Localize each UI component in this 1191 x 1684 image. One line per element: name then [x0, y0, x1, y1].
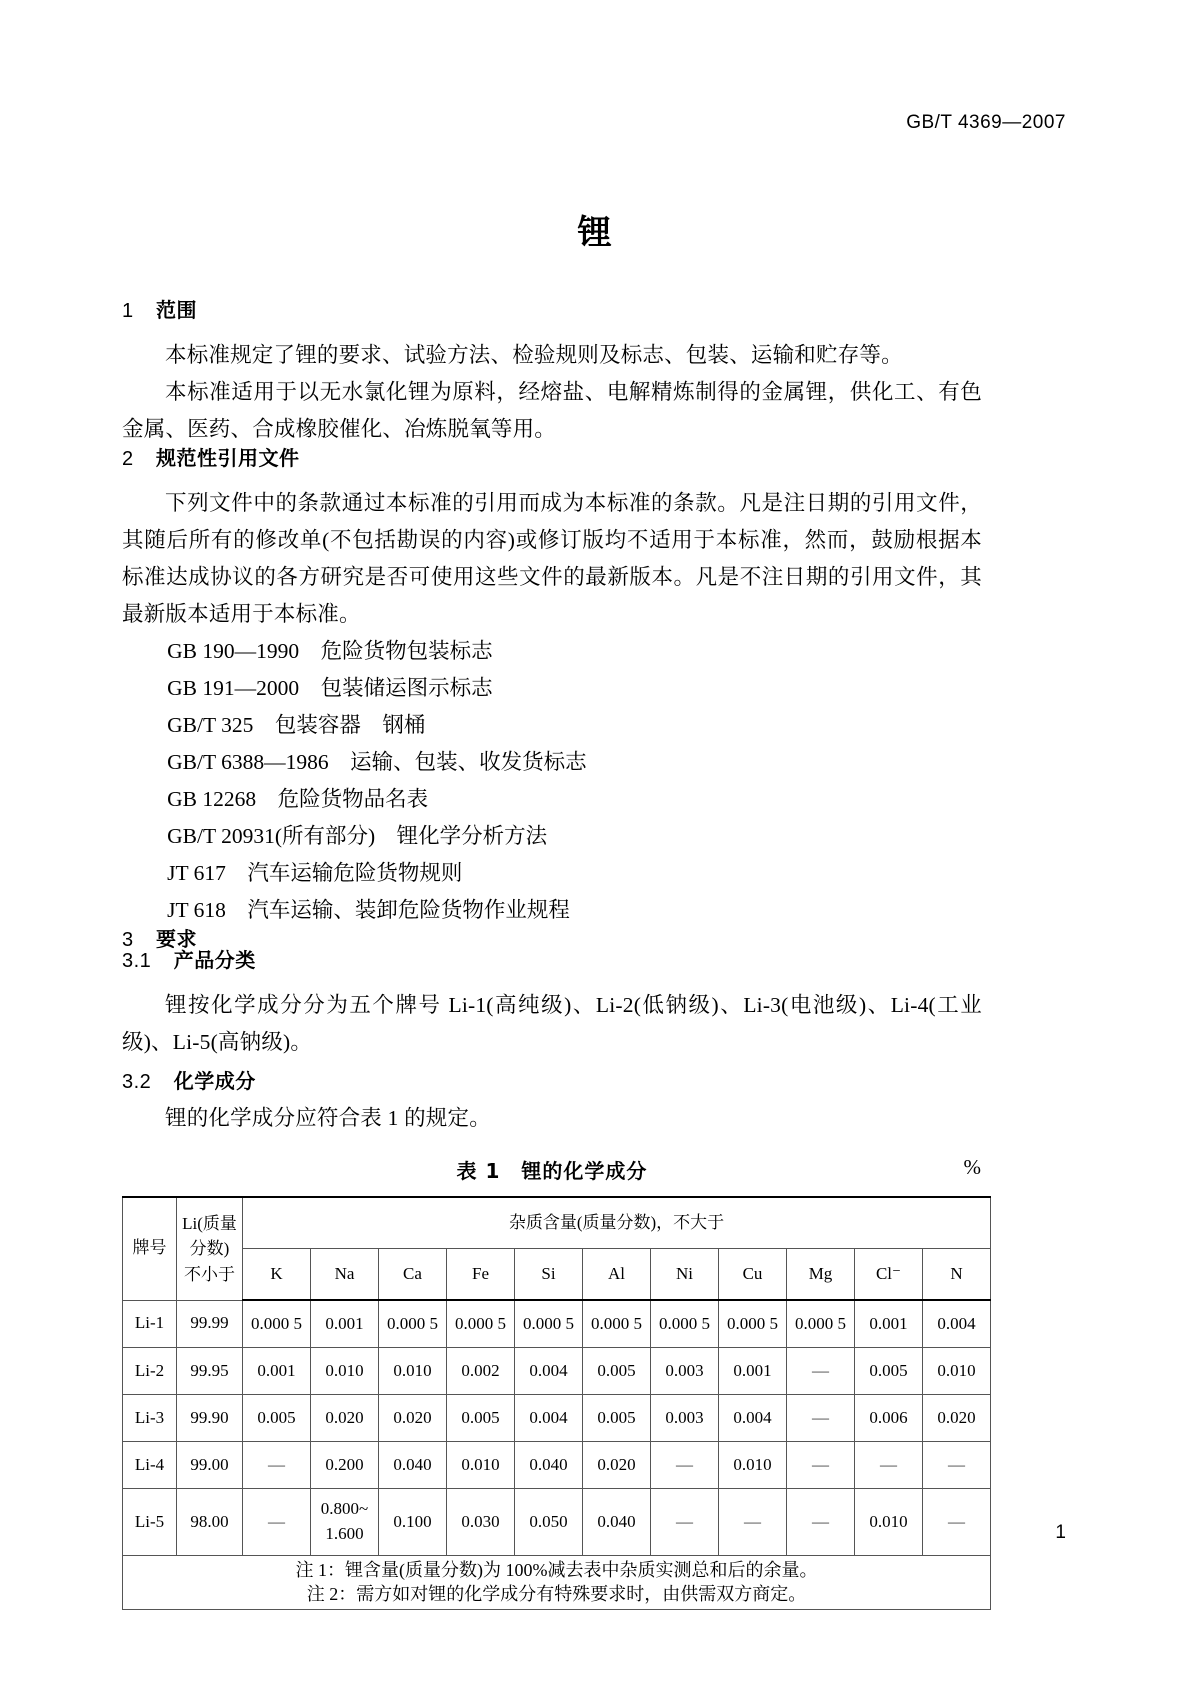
column-header-Na: Na [311, 1249, 379, 1301]
cell-Na: 0.001 [311, 1300, 379, 1348]
table-row [123, 1300, 991, 1348]
li-header-line-3: 不小于 [184, 1264, 235, 1284]
normative-reference-list [122, 633, 982, 929]
cell-Cl: 0.010 [855, 1489, 923, 1556]
column-header-N: N [923, 1249, 991, 1301]
cell-Ni: 0.003 [651, 1395, 719, 1442]
column-header-li-content [177, 1197, 243, 1300]
cell-Ni: — [651, 1442, 719, 1489]
cell-Ca: 0.020 [379, 1395, 447, 1442]
page-number: 1 [1055, 1522, 1066, 1543]
li-header-line-2: 分数) [189, 1239, 230, 1258]
section-heading-2 [122, 448, 982, 469]
table-unit-label: % [963, 1155, 982, 1179]
page-title: 锂 [577, 213, 614, 253]
section-heading-3 [122, 929, 982, 950]
list-item [122, 633, 982, 670]
cell-Na: 0.200 [311, 1442, 379, 1489]
cell-Fe: 0.030 [447, 1489, 515, 1556]
cell-K: 0.001 [243, 1348, 311, 1395]
chemical-composition-table [122, 1196, 991, 1610]
cell-Si: 0.004 [515, 1348, 583, 1395]
reference-name: 包装储运图示标志 [320, 676, 493, 700]
column-header-Cu: Cu [719, 1249, 787, 1301]
section-title-1: 范围 [156, 298, 198, 322]
reference-code: JT 618 [167, 898, 226, 922]
cell-Cu: 0.010 [719, 1442, 787, 1489]
section-heading-3-1 [122, 950, 982, 971]
standard-code: GB/T 4369—2007 [906, 112, 1066, 133]
section-title-3-2: 化学成分 [173, 1069, 256, 1093]
li-header-line-1: Li(质量 [182, 1213, 237, 1233]
section-number-3: 3 [122, 929, 134, 951]
cell-K: 0.000 5 [243, 1300, 311, 1348]
reference-code: GB/T 20931(所有部分) [167, 824, 376, 848]
section-title-2: 规范性引用文件 [156, 446, 300, 470]
na-range-low: 0.800~ [320, 1499, 369, 1519]
cell-Ni: 0.000 5 [651, 1300, 719, 1348]
section32-paragraph-1: 锂的化学成分应符合表 1 的规定。 [165, 1106, 491, 1130]
section-number-2: 2 [122, 448, 134, 470]
cell-Ni: — [651, 1489, 719, 1556]
cell-Fe: 0.000 5 [447, 1300, 515, 1348]
cell-Si: 0.050 [515, 1489, 583, 1556]
cell-Cl: — [855, 1442, 923, 1489]
cell-Al: 0.040 [583, 1489, 651, 1556]
table-header-row-1 [123, 1197, 991, 1249]
cell-K: 0.005 [243, 1395, 311, 1442]
cell-N: 0.004 [923, 1300, 991, 1348]
cell-K: — [243, 1442, 311, 1489]
section1-paragraph-1: 本标准规定了锂的要求、试验方法、检验规则及标志、包装、运输和贮存等。 [165, 343, 903, 367]
cell-Si: 0.000 5 [515, 1300, 583, 1348]
column-header-Ni: Ni [651, 1249, 719, 1301]
cell-grade: Li-4 [123, 1442, 177, 1489]
cell-li: 99.00 [177, 1442, 243, 1489]
list-item [122, 855, 982, 892]
cell-Cu: 0.000 5 [719, 1300, 787, 1348]
section-heading-1 [122, 300, 982, 321]
cell-Cl: 0.005 [855, 1348, 923, 1395]
cell-Al: 0.005 [583, 1348, 651, 1395]
table-caption [122, 1155, 982, 1184]
table-row [123, 1489, 991, 1556]
cell-Mg: — [787, 1348, 855, 1395]
cell-Al: 0.020 [583, 1442, 651, 1489]
section-number-3-1: 3.1 [122, 950, 152, 972]
reference-code: GB/T 6388—1986 [167, 750, 329, 774]
cell-K: — [243, 1489, 311, 1556]
reference-name: 汽车运输危险货物规则 [247, 861, 463, 885]
list-item [122, 744, 982, 781]
cell-Si: 0.004 [515, 1395, 583, 1442]
table-note-1: 注 1：锂含量(质量分数)为 100%减去表中杂质实测总和后的余量。 [295, 1560, 818, 1580]
cell-Al: 0.000 5 [583, 1300, 651, 1348]
reference-code: GB/T 325 [167, 713, 254, 737]
section-title-3: 要求 [156, 927, 198, 951]
cell-N: 0.020 [923, 1395, 991, 1442]
cell-Mg: — [787, 1395, 855, 1442]
cell-Fe: 0.005 [447, 1395, 515, 1442]
table-note-2: 注 2：需方如对锂的化学成分有特殊要求时，由供需双方商定。 [306, 1584, 807, 1605]
cell-grade: Li-1 [123, 1300, 177, 1348]
na-range-high: 1.600 [325, 1524, 364, 1543]
table-notes [123, 1556, 991, 1610]
table-notes-row [123, 1556, 991, 1610]
cell-Cl: 0.006 [855, 1395, 923, 1442]
running-header [906, 112, 1066, 134]
reference-name: 危险货物品名表 [277, 787, 429, 811]
column-header-Cl: Cl⁻ [855, 1249, 923, 1301]
cell-Na: 0.010 [311, 1348, 379, 1395]
cell-Si: 0.040 [515, 1442, 583, 1489]
list-item [122, 892, 982, 929]
reference-name: 包装容器 钢桶 [274, 713, 426, 737]
cell-N: — [923, 1489, 991, 1556]
section31-paragraph-1: 锂按化学成分分为五个牌号 Li-1(高纯级)、Li-2(低钠级)、Li-3(电池级)、Li-4(工业级)、Li-5(高钠级)。 [122, 993, 982, 1054]
column-header-Mg: Mg [787, 1249, 855, 1301]
column-header-grade: 牌号 [123, 1197, 177, 1300]
table-row [123, 1395, 991, 1442]
table-header-row-2 [123, 1249, 991, 1301]
cell-Ca: 0.100 [379, 1489, 447, 1556]
column-header-Fe: Fe [447, 1249, 515, 1301]
column-header-Si: Si [515, 1249, 583, 1301]
section-number-3-2: 3.2 [122, 1071, 152, 1093]
cell-grade: Li-2 [123, 1348, 177, 1395]
document-body [122, 300, 982, 1610]
cell-Mg: — [787, 1489, 855, 1556]
cell-Al: 0.005 [583, 1395, 651, 1442]
reference-name: 汽车运输、装卸危险货物作业规程 [247, 898, 570, 922]
section-heading-3-2 [122, 1071, 982, 1092]
reference-name: 危险货物包装标志 [320, 639, 493, 663]
reference-code: GB 190—1990 [167, 639, 300, 663]
column-header-Ca: Ca [379, 1249, 447, 1301]
list-item [122, 781, 982, 818]
table-caption-text: 表 1 锂的化学成分 [456, 1159, 648, 1183]
table-body [123, 1300, 991, 1609]
cell-N: 0.010 [923, 1348, 991, 1395]
cell-Fe: 0.010 [447, 1442, 515, 1489]
column-header-K: K [243, 1249, 311, 1301]
reference-name: 运输、包装、收发货标志 [350, 750, 587, 774]
reference-code: JT 617 [167, 861, 226, 885]
cell-Ca: 0.010 [379, 1348, 447, 1395]
cell-Na [311, 1489, 379, 1556]
reference-code: GB 191—2000 [167, 676, 300, 700]
cell-li: 99.99 [177, 1300, 243, 1348]
list-item [122, 818, 982, 855]
cell-Fe: 0.002 [447, 1348, 515, 1395]
section2-paragraph-1: 下列文件中的条款通过本标准的引用而成为本标准的条款。凡是注日期的引用文件，其随后所有的修改单(不包括勘误的内容)或修订版均不适用于本标准，然而，鼓励根据本标准达成协议的各方研究是否可使用这些文件的最新版本。凡是不注日期的引用文件，其最新版本适用于本标准。 [122, 491, 982, 626]
cell-Na: 0.020 [311, 1395, 379, 1442]
reference-code: GB 12268 [167, 787, 257, 811]
cell-grade: Li-5 [123, 1489, 177, 1556]
section1-paragraph-2: 本标准适用于以无水氯化锂为原料，经熔盐、电解精炼制得的金属锂，供化工、有色金属、医药、合成橡胶催化、冶炼脱氧等用。 [122, 380, 982, 441]
list-item [122, 707, 982, 744]
reference-name: 锂化学分析方法 [396, 824, 548, 848]
cell-Mg: 0.000 5 [787, 1300, 855, 1348]
cell-li: 99.95 [177, 1348, 243, 1395]
cell-Cl: 0.001 [855, 1300, 923, 1348]
cell-li: 99.90 [177, 1395, 243, 1442]
cell-Mg: — [787, 1442, 855, 1489]
cell-N: — [923, 1442, 991, 1489]
cell-Ca: 0.000 5 [379, 1300, 447, 1348]
cell-li: 98.00 [177, 1489, 243, 1556]
table-row [123, 1442, 991, 1489]
column-header-impurity-group: 杂质含量(质量分数)，不大于 [243, 1197, 991, 1249]
table-row [123, 1348, 991, 1395]
list-item [122, 670, 982, 707]
cell-Cu: 0.001 [719, 1348, 787, 1395]
section-title-3-1: 产品分类 [173, 948, 256, 972]
cell-Ca: 0.040 [379, 1442, 447, 1489]
section-number-1: 1 [122, 300, 134, 322]
table-header [123, 1197, 991, 1300]
cell-Cu: 0.004 [719, 1395, 787, 1442]
cell-Cu: — [719, 1489, 787, 1556]
cell-Ni: 0.003 [651, 1348, 719, 1395]
cell-grade: Li-3 [123, 1395, 177, 1442]
column-header-Al: Al [583, 1249, 651, 1301]
